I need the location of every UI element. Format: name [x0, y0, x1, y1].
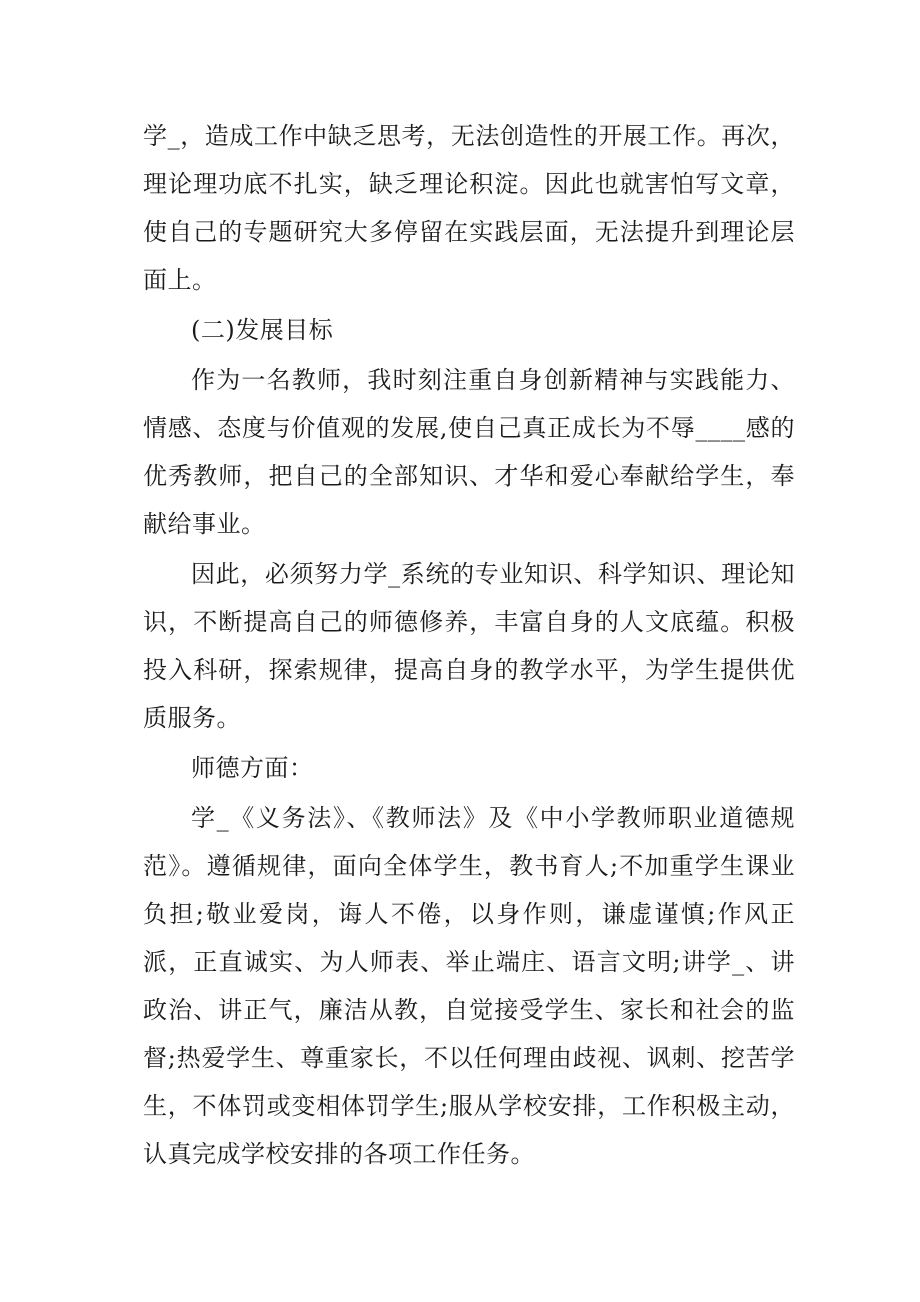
- subheading-teacher-ethics: 师德方面：: [191, 754, 314, 782]
- paragraph-1: 学_，造成工作中缺乏思考，无法创造性的开展工作。再次，理论理功底不扎实，缺乏理论积淀。因此也就害怕写文章，使自己的专题研究大多停留在实践层面，无法提升到理论层面上。: [143, 122, 795, 294]
- paragraph-6: 学_《义务法》、《教师法》及《中小学教师职业道德规范》。遵循规律，面向全体学生，教书育人;不加重学生课业负担;敬业爱岗，诲人不倦，以身作则，谦虚谨慎;作风正派，正直诚实、为人师表、举止端庄、语言文明;讲学_、讲政治、讲正气，廉洁从教，自觉接受学生、家长和社会的监督;热爱学生、尊重家长，不以任何理由歧视、讽刺、挖苦学生，不体罚或变相体罚学生;服从学校安排，工作积极主动，认真完成学校安排的各项工作任务。: [143, 804, 795, 1168]
- paragraph-3: 作为一名教师，我时刻注重自身创新精神与实践能力、情感、态度与价值观的发展,使自己真正成长为不辱____感的优秀教师，把自己的全部知识、才华和爱心奉献给学生，奉献给事业。: [143, 366, 795, 538]
- paragraph-4: 因此，必须努力学_系统的专业知识、科学知识、理论知识，不断提高自己的师德修养，丰富自身的人文底蕴。积极投入科研，探索规律，提高自身的教学水平，为学生提供优质服务。: [143, 560, 795, 732]
- section-heading-development-goals: (二)发展目标: [191, 316, 334, 344]
- document-body: [143, 112, 795, 1178]
